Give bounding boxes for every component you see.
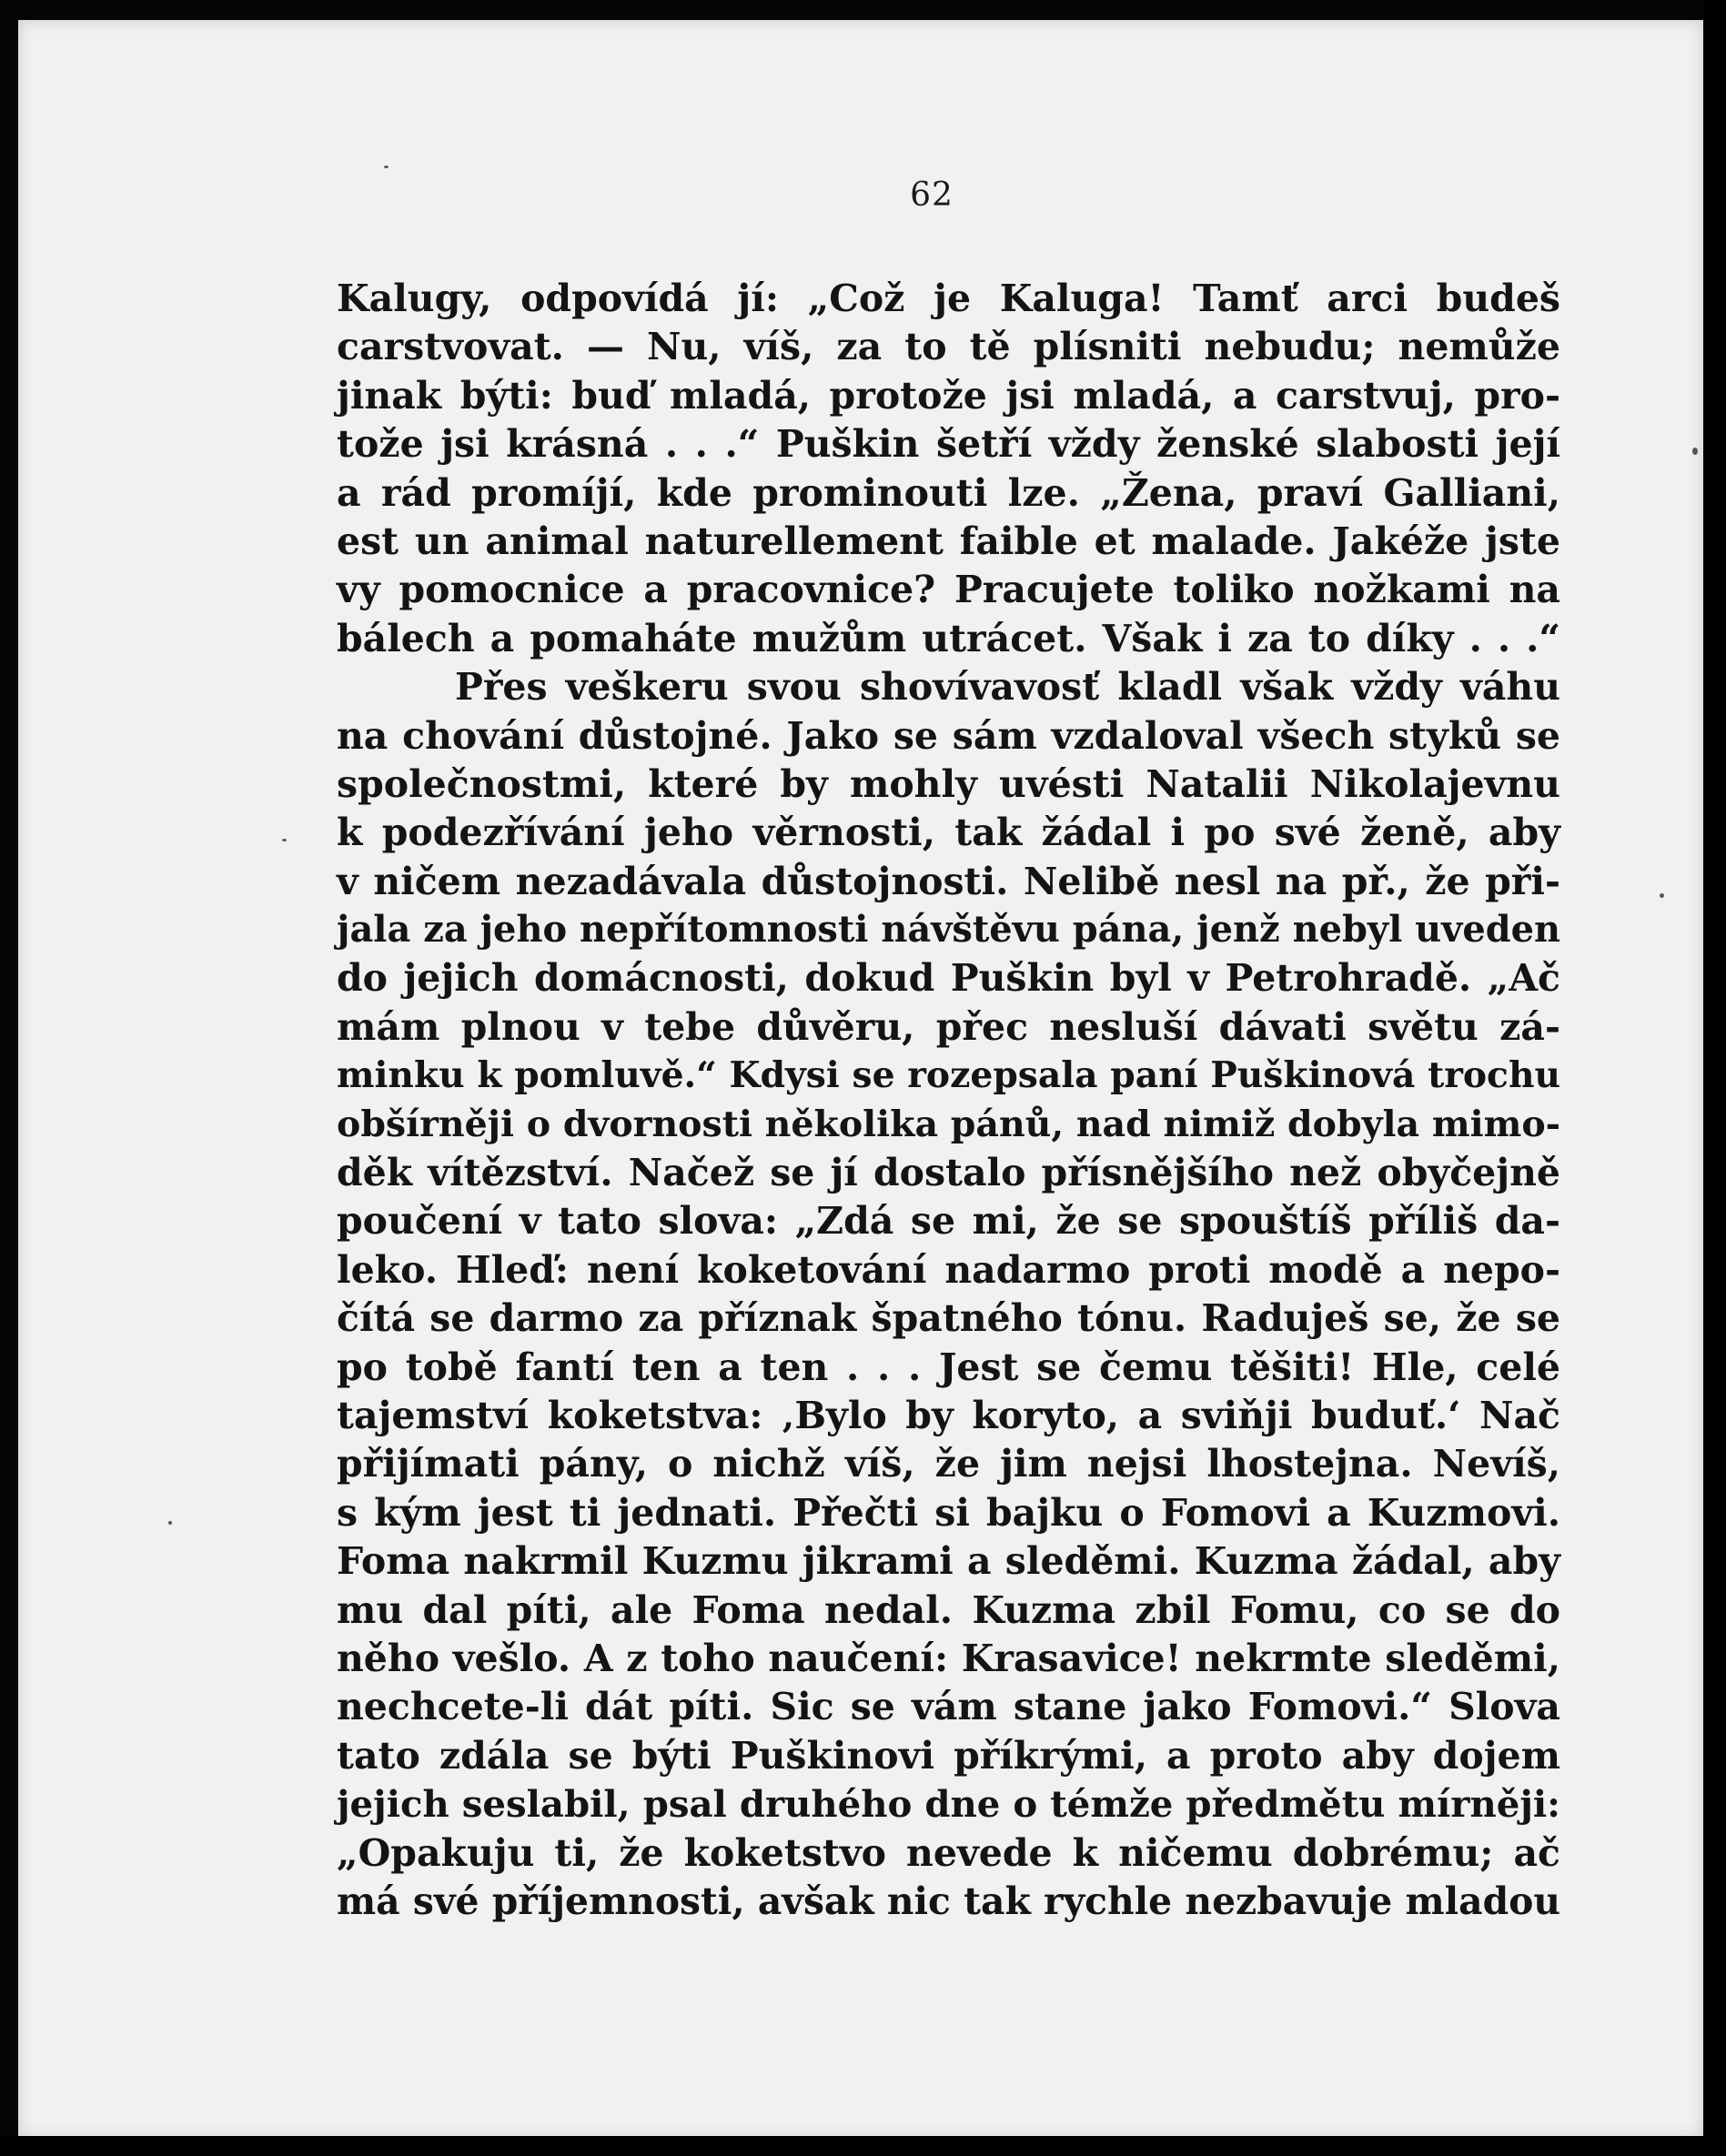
text-line: minku k pomluvě.“ Kdysi se rozepsala paní Puškinová trochu bbox=[337, 1054, 1560, 1097]
text-line: společnostmi, které by mohly uvésti Natalii Nikolajevnu bbox=[337, 761, 1560, 806]
text-line: po tobě fantí ten a ten . . . Jest se čemu těšiti! Hle, celé bbox=[337, 1345, 1560, 1389]
text-line: Kalugy, odpovídá jí: „Což je Kaluga! Tamť arci budeš bbox=[337, 277, 1560, 320]
text-line: s kým jest ti jednati. Přečti si bajku o Fomovi a Kuzmovi. bbox=[337, 1490, 1560, 1535]
text-line: něho vešlo. A z toho naučení: Krasavice! nekrmte sleděmi, bbox=[337, 1636, 1560, 1680]
text-line: est un animal naturellement faible et malade. Jakéže jste bbox=[337, 519, 1560, 563]
text-line: carstvovat. — Nu, víš, za to tě plísniti nebudu; nemůže bbox=[337, 325, 1560, 369]
text-line: v ničem nezadávala důstojnosti. Nelibě nesl na př., že při- bbox=[337, 859, 1560, 903]
page-number: 62 bbox=[910, 176, 954, 214]
text-line: leko. Hleď: není koketování nadarmo proti modě a nepo- bbox=[337, 1247, 1560, 1292]
text-line: čítá se darmo za příznak špatného tónu. Raduješ se, že se bbox=[337, 1296, 1560, 1341]
text-line: k podezřívání jeho věrnosti, tak žádal i po své ženě, aby bbox=[337, 811, 1560, 855]
text-line: tože jsi krásná . . .“ Puškin šetří vždy ženské slabosti její bbox=[337, 422, 1560, 467]
text-line: do jejich domácnosti, dokud Puškin byl v Petrohradě. „Ač bbox=[337, 956, 1560, 1001]
text-line: tato zdála se býti Puškinovi příkrými, a proto aby dojem bbox=[337, 1733, 1560, 1778]
text-line: a rád promíjí, kde prominouti lze. „Žena, praví Galliani, bbox=[337, 470, 1560, 515]
text-line: jejich seslabil, psal druhého dne o témže předmětu mírněji: bbox=[337, 1783, 1560, 1827]
scan-speck bbox=[1692, 448, 1698, 455]
scan-speck bbox=[168, 1521, 172, 1525]
text-line: vy pomocnice a pracovnice? Pracujete toliko nožkami na bbox=[337, 568, 1560, 612]
text-line: tajemství koketstva: ‚Bylo by koryto, a sviňji buduť.‘ Nač bbox=[337, 1393, 1560, 1437]
text-line: přijímati pány, o nichž víš, že jim nejsi lhostejna. Nevíš, bbox=[337, 1442, 1560, 1486]
text-line: obšírněji o dvornosti několika pánů, nad nimiž dobyla mimo- bbox=[337, 1103, 1561, 1145]
text-line: Přes veškeru svou shovívavosť kladl však vždy váhu bbox=[455, 665, 1560, 710]
text-line: poučení v tato slova: „Zdá se mi, že se spouštíš příliš da- bbox=[337, 1199, 1560, 1244]
text-line: mu dal píti, ale Foma nedal. Kuzma zbil Fomu, co se do bbox=[337, 1587, 1560, 1632]
text-line: má své příjemnosti, avšak nic tak rychle nezbavuje mladou bbox=[337, 1879, 1560, 1923]
text-line: Foma nakrmil Kuzmu jikrami a sleděmi. Kuzma žádal, aby bbox=[337, 1539, 1560, 1584]
text-line: jala za jeho nepřítomnosti návštěvu pána, jenž nebyl uveden bbox=[337, 909, 1561, 952]
text-line: „Opakuju ti, že koketstvo nevede k ničemu dobrému; ač bbox=[337, 1830, 1560, 1875]
text-line: mám plnou v tebe důvěru, přec nesluší dávati světu zá- bbox=[337, 1004, 1560, 1049]
text-line: děk vítězství. Načež se jí dostalo přísnějšího než obyčejně bbox=[337, 1151, 1560, 1195]
text-line: bálech a pomaháte mužům utrácet. Však i za to díky . . .“ bbox=[337, 616, 1560, 660]
book-page bbox=[18, 20, 1703, 2138]
text-line: nechcete-li dát píti. Sic se vám stane jako Fomovi.“ Slova bbox=[337, 1685, 1560, 1729]
text-line: na chování důstojné. Jako se sám vzdaloval všech styků se bbox=[337, 713, 1560, 758]
text-line: jinak býti: buď mladá, protože jsi mladá, a carstvuj, pro- bbox=[337, 373, 1560, 418]
scan-right-edge bbox=[1703, 0, 1726, 2156]
scan-bottom-edge bbox=[0, 2136, 1726, 2156]
scan-speck bbox=[1660, 893, 1664, 898]
scan-speck bbox=[384, 166, 389, 168]
scan-speck bbox=[282, 839, 287, 841]
body-text bbox=[337, 275, 1560, 1926]
